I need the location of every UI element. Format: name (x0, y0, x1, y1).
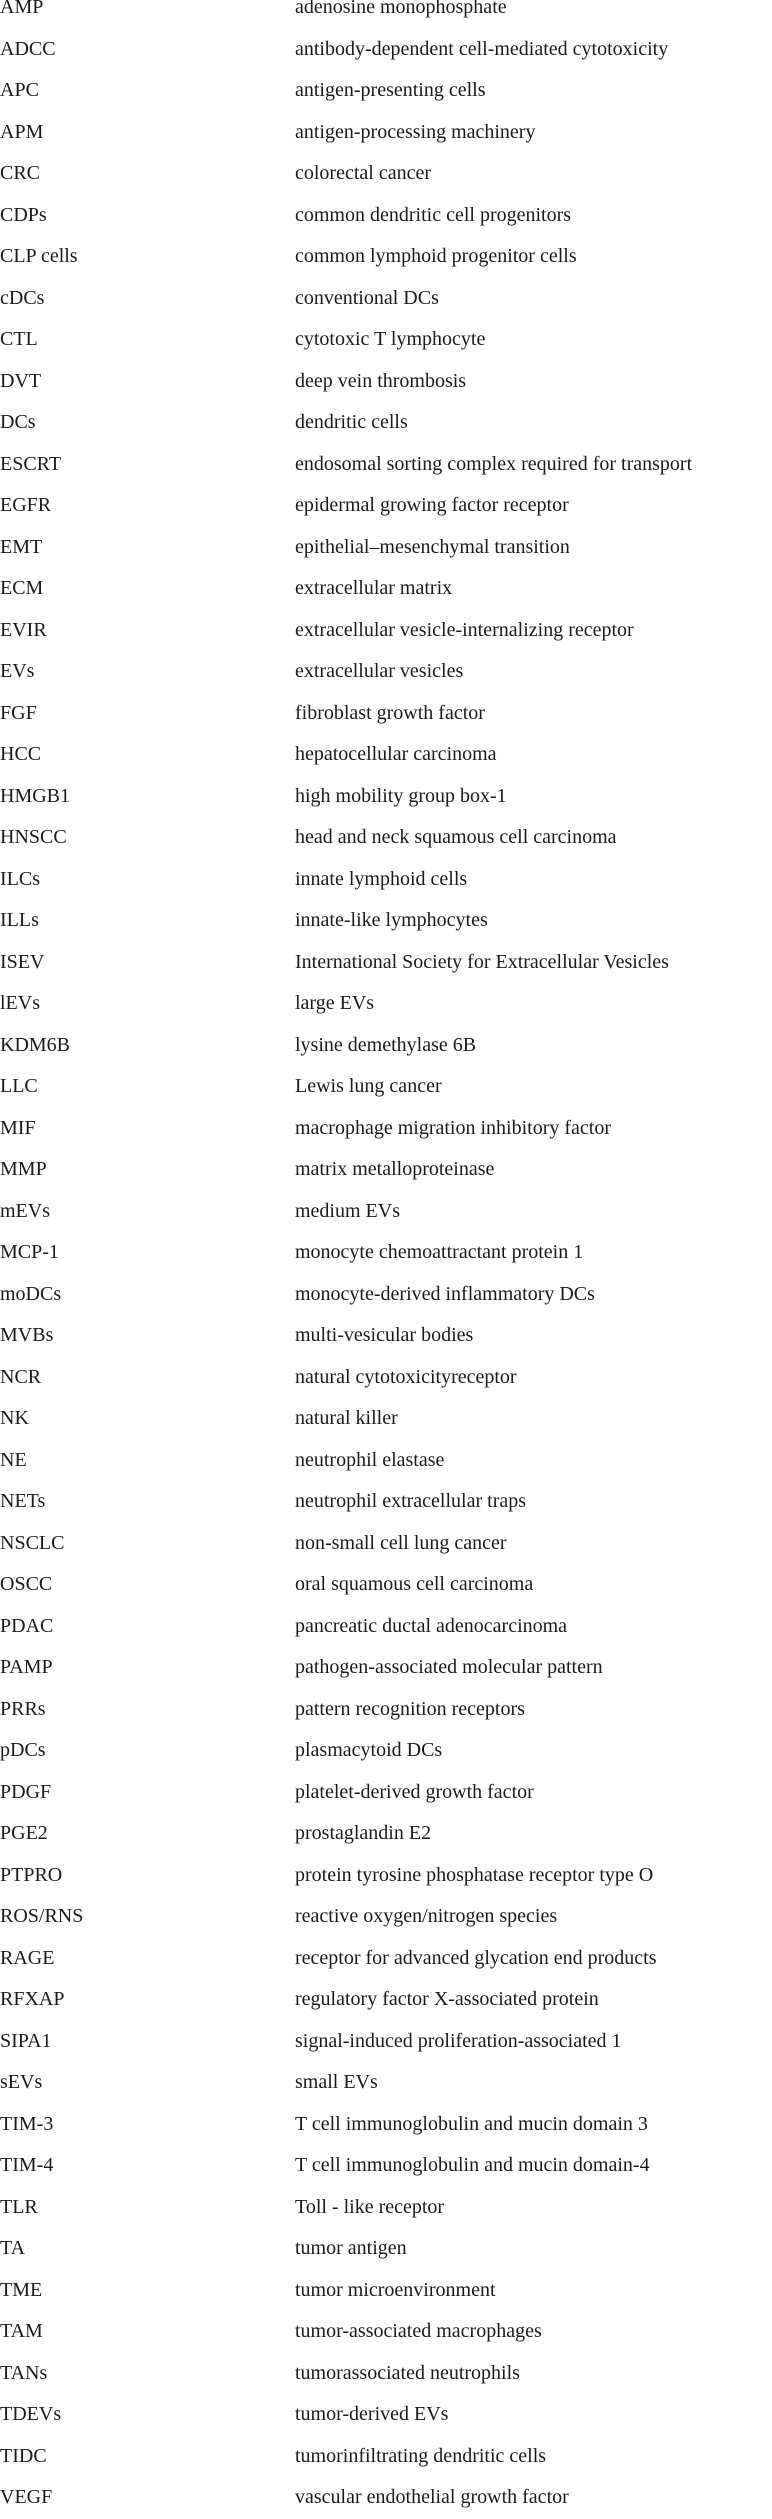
abbreviation-row (0, 1357, 772, 1399)
abbreviation-term: CTL (0, 328, 38, 351)
abbreviation-row (0, 1730, 772, 1772)
abbreviation-definition: neutrophil extracellular traps (295, 1490, 527, 1513)
abbreviation-term: PGE2 (0, 1822, 48, 1845)
abbreviation-definition: tumor antigen (295, 2237, 407, 2260)
abbreviation-term: PDGF (0, 1780, 52, 1803)
abbreviation-definition: monocyte-derived inflammatory DCs (295, 1282, 595, 1305)
abbreviation-definition: head and neck squamous cell carcinoma (295, 826, 617, 849)
abbreviation-definition: matrix metalloproteinase (295, 1158, 495, 1181)
abbreviation-row (0, 278, 772, 320)
abbreviation-definition: reactive oxygen/nitrogen species (295, 1905, 558, 1928)
abbreviation-definition: monocyte chemoattractant protein 1 (295, 1241, 584, 1264)
abbreviation-term: ILCs (0, 867, 40, 890)
abbreviation-definition: Lewis lung cancer (295, 1075, 442, 1098)
abbreviation-definition: innate-like lymphocytes (295, 909, 488, 932)
abbreviation-definition: deep vein thrombosis (295, 369, 467, 392)
abbreviation-term: moDCs (0, 1282, 62, 1305)
abbreviation-row (0, 1149, 772, 1191)
abbreviation-definition: macrophage migration inhibitory factor (295, 1116, 612, 1139)
abbreviation-row (0, 734, 772, 776)
abbreviation-term: DCs (0, 411, 36, 434)
abbreviation-row (0, 2353, 772, 2395)
abbreviation-term: RFXAP (0, 1988, 65, 2011)
abbreviation-row (0, 1066, 772, 1108)
abbreviation-definition: extracellular vesicles (295, 660, 464, 683)
abbreviation-term: lEVs (0, 992, 40, 1015)
abbreviation-row (0, 610, 772, 652)
abbreviation-row (0, 693, 772, 735)
abbreviation-definition: non-small cell lung cancer (295, 1531, 507, 1554)
abbreviation-definition: protein tyrosine phosphatase receptor type O (295, 1863, 654, 1886)
abbreviation-term: EVs (0, 660, 35, 683)
abbreviation-row (0, 319, 772, 361)
abbreviation-row (0, 361, 772, 403)
abbreviation-row (0, 1108, 772, 1150)
abbreviation-row (0, 29, 772, 71)
abbreviation-term: HNSCC (0, 826, 67, 849)
abbreviation-definition: fibroblast growth factor (295, 701, 485, 724)
abbreviation-row (0, 1315, 772, 1357)
abbreviation-term: TIM-3 (0, 2112, 54, 2135)
abbreviation-term: NK (0, 1407, 29, 1430)
abbreviation-term: MVBs (0, 1324, 54, 1347)
abbreviation-definition: cytotoxic T lymphocyte (295, 328, 486, 351)
abbreviation-row (0, 1606, 772, 1648)
abbreviation-term: HMGB1 (0, 784, 71, 807)
abbreviation-definition: receptor for advanced glycation end products (295, 1946, 657, 1969)
abbreviation-row (0, 1025, 772, 1067)
abbreviation-row (0, 402, 772, 444)
abbreviation-term: ISEV (0, 950, 45, 973)
abbreviation-row (0, 983, 772, 1025)
abbreviation-row (0, 2104, 772, 2146)
abbreviation-row (0, 1440, 772, 1482)
abbreviation-term: DVT (0, 369, 42, 392)
abbreviation-definition: multi-vesicular bodies (295, 1324, 474, 1347)
abbreviation-term: MIF (0, 1116, 36, 1139)
abbreviation-term: sEVs (0, 2071, 43, 2094)
abbreviation-row (0, 776, 772, 818)
abbreviation-row (0, 1772, 772, 1814)
abbreviation-definition: natural killer (295, 1407, 398, 1430)
abbreviation-term: EGFR (0, 494, 52, 517)
abbreviation-row (0, 2145, 772, 2187)
abbreviation-row (0, 2021, 772, 2063)
abbreviation-definition: medium EVs (295, 1199, 400, 1222)
abbreviation-row (0, 1481, 772, 1523)
abbreviation-term: AMP (0, 0, 44, 19)
abbreviation-definition: extracellular vesicle-internalizing receptor (295, 618, 634, 641)
abbreviation-term: CLP cells (0, 245, 78, 268)
abbreviation-term: HCC (0, 743, 42, 766)
abbreviation-row (0, 1564, 772, 1606)
abbreviation-row (0, 485, 772, 527)
abbreviation-term: ADCC (0, 37, 56, 60)
abbreviation-term: MMP (0, 1158, 47, 1181)
abbreviation-row (0, 859, 772, 901)
abbreviation-row (0, 112, 772, 154)
abbreviation-term: SIPA1 (0, 2029, 52, 2052)
abbreviation-definition: neutrophil elastase (295, 1448, 445, 1471)
abbreviation-row (0, 2394, 772, 2436)
abbreviation-definition: innate lymphoid cells (295, 867, 468, 890)
abbreviation-term: LLC (0, 1075, 38, 1098)
abbreviation-term: TIDC (0, 2444, 47, 2467)
abbreviation-definition: dendritic cells (295, 411, 408, 434)
abbreviation-term: ESCRT (0, 452, 62, 475)
abbreviation-row (0, 2187, 772, 2229)
abbreviation-row (0, 444, 772, 486)
abbreviation-row (0, 1979, 772, 2021)
abbreviation-term: mEVs (0, 1199, 50, 1222)
abbreviation-term: APM (0, 120, 44, 143)
abbreviation-row (0, 568, 772, 610)
abbreviation-definition: tumor-associated macrophages (295, 2320, 542, 2343)
abbreviation-row (0, 1813, 772, 1855)
abbreviation-definition: extracellular matrix (295, 577, 453, 600)
abbreviation-row (0, 2436, 772, 2478)
abbreviation-definition: colorectal cancer (295, 162, 432, 185)
abbreviation-row (0, 2311, 772, 2353)
abbreviation-term: VEGF (0, 2486, 53, 2509)
abbreviation-term: TANs (0, 2361, 48, 2384)
abbreviation-definition: small EVs (295, 2071, 378, 2094)
abbreviation-definition: pathogen-associated molecular pattern (295, 1656, 603, 1679)
abbreviation-term: pDCs (0, 1739, 46, 1762)
abbreviation-term: NETs (0, 1490, 46, 1513)
abbreviation-definition: epidermal growing factor receptor (295, 494, 569, 517)
abbreviation-definition: common dendritic cell progenitors (295, 203, 572, 226)
abbreviation-term: PRRs (0, 1697, 46, 1720)
abbreviation-term: CRC (0, 162, 41, 185)
abbreviation-row (0, 1398, 772, 1440)
abbreviation-definition: endosomal sorting complex required for transport (295, 452, 693, 475)
abbreviation-row (0, 1523, 772, 1565)
abbreviation-term: KDM6B (0, 1033, 71, 1056)
abbreviation-row (0, 0, 772, 29)
abbreviation-term: ECM (0, 577, 44, 600)
abbreviation-term: TDEVs (0, 2403, 62, 2426)
abbreviation-term: NSCLC (0, 1531, 65, 1554)
abbreviation-term: RAGE (0, 1946, 55, 1969)
abbreviation-term: TA (0, 2237, 26, 2260)
abbreviation-definition: regulatory factor X-associated protein (295, 1988, 599, 2011)
abbreviation-term: PDAC (0, 1614, 54, 1637)
abbreviation-term: PAMP (0, 1656, 53, 1679)
abbreviation-row (0, 195, 772, 237)
abbreviation-term: EVIR (0, 618, 47, 641)
abbreviation-definition: hepatocellular carcinoma (295, 743, 497, 766)
abbreviation-definition: lysine demethylase 6B (295, 1033, 477, 1056)
abbreviation-row (0, 1855, 772, 1897)
abbreviation-term: MCP-1 (0, 1241, 59, 1264)
abbreviation-row (0, 2477, 772, 2519)
abbreviation-row (0, 2270, 772, 2312)
abbreviation-row (0, 1896, 772, 1938)
abbreviation-row (0, 1191, 772, 1233)
abbreviation-definition: conventional DCs (295, 286, 439, 309)
abbreviation-row (0, 900, 772, 942)
abbreviation-definition: epithelial–mesenchymal transition (295, 535, 570, 558)
abbreviation-definition: adenosine monophosphate (295, 0, 507, 19)
abbreviation-row (0, 2228, 772, 2270)
abbreviation-term: FGF (0, 701, 37, 724)
abbreviation-row (0, 1274, 772, 1316)
abbreviation-definition: high mobility group box-1 (295, 784, 507, 807)
abbreviation-definition: tumorinfiltrating dendritic cells (295, 2444, 547, 2467)
abbreviation-definition: T cell immunoglobulin and mucin domain 3 (295, 2112, 648, 2135)
abbreviation-definition: tumorassociated neutrophils (295, 2361, 520, 2384)
abbreviation-row (0, 651, 772, 693)
abbreviation-definition: natural cytotoxicityreceptor (295, 1365, 517, 1388)
abbreviation-definition: vascular endothelial growth factor (295, 2486, 569, 2509)
abbreviation-row (0, 817, 772, 859)
abbreviation-definition: oral squamous cell carcinoma (295, 1573, 534, 1596)
abbreviation-row (0, 1938, 772, 1980)
abbreviation-definition: signal-induced proliferation-associated 1 (295, 2029, 622, 2052)
abbreviation-definition: tumor microenvironment (295, 2278, 496, 2301)
abbreviation-term: TIM-4 (0, 2154, 54, 2177)
abbreviation-definition: International Society for Extracellular Vesicles (295, 950, 669, 973)
abbreviation-term: TLR (0, 2195, 38, 2218)
abbreviation-term: NE (0, 1448, 27, 1471)
abbreviation-row (0, 236, 772, 278)
abbreviation-row (0, 942, 772, 984)
abbreviation-row (0, 1232, 772, 1274)
abbreviation-definition: antigen-presenting cells (295, 79, 486, 102)
abbreviation-definition: Toll - like receptor (295, 2195, 445, 2218)
abbreviation-term: cDCs (0, 286, 45, 309)
abbreviation-definition: pattern recognition receptors (295, 1697, 525, 1720)
abbreviation-definition: prostaglandin E2 (295, 1822, 432, 1845)
abbreviation-row (0, 2062, 772, 2104)
abbreviation-definition: antibody-dependent cell-mediated cytotoxicity (295, 37, 669, 60)
abbreviation-definition: platelet-derived growth factor (295, 1780, 534, 1803)
abbreviation-term: ILLs (0, 909, 39, 932)
abbreviation-term: EMT (0, 535, 43, 558)
abbreviation-term: CDPs (0, 203, 47, 226)
abbreviation-row (0, 527, 772, 569)
abbreviation-definition: plasmacytoid DCs (295, 1739, 443, 1762)
abbreviation-definition: large EVs (295, 992, 375, 1015)
abbreviation-term: TAM (0, 2320, 43, 2343)
abbreviation-row (0, 1689, 772, 1731)
abbreviation-definition: pancreatic ductal adenocarcinoma (295, 1614, 568, 1637)
abbreviation-row (0, 1647, 772, 1689)
abbreviation-term: APC (0, 79, 39, 102)
abbreviation-term: PTPRO (0, 1863, 63, 1886)
abbreviation-definition: tumor-derived EVs (295, 2403, 449, 2426)
abbreviation-term: ROS/RNS (0, 1905, 84, 1928)
abbreviation-term: TME (0, 2278, 43, 2301)
abbreviation-term: NCR (0, 1365, 42, 1388)
abbreviation-definition: T cell immunoglobulin and mucin domain-4 (295, 2154, 650, 2177)
abbreviation-row (0, 153, 772, 195)
abbreviation-definition: common lymphoid progenitor cells (295, 245, 577, 268)
abbreviation-term: OSCC (0, 1573, 53, 1596)
abbreviation-definition: antigen-processing machinery (295, 120, 536, 143)
abbreviation-row (0, 70, 772, 112)
